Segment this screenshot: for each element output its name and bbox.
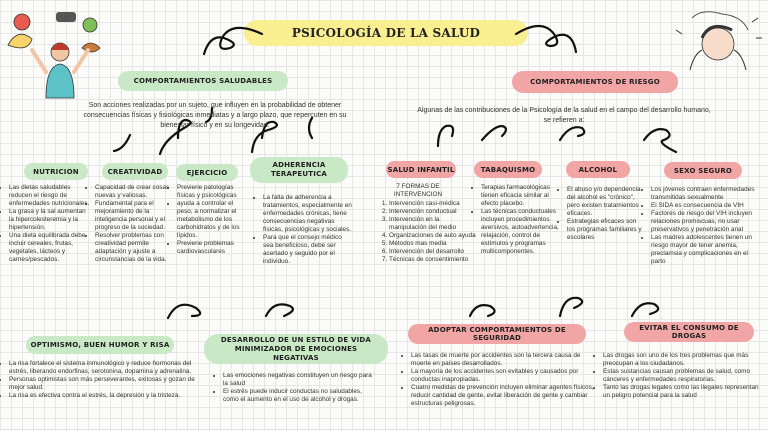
list-adherencia xyxy=(256,194,352,266)
list-sexo-seguro xyxy=(644,186,764,266)
list-item: • Tanto las drogas legales como las ilegales representan un peligro potencial para la salud xyxy=(603,384,764,400)
page-title: PSICOLOGÍA DE LA SALUD xyxy=(244,20,528,46)
list-tabaquismo xyxy=(474,184,560,256)
label-drogas: EVITAR EL CONSUMO DE DROGAS xyxy=(624,322,754,342)
list-item: • La grasa y la sal aumentan la hipercolesteremia y la hipertensión. xyxy=(9,208,92,232)
list-item: • La mayoría de los accidentes son evitables y causados por conductas inapropiadas. xyxy=(411,368,594,384)
list-salud-infantil xyxy=(380,183,476,264)
list-item: 7. Técnicas de consentimiento xyxy=(389,256,476,264)
list-item: 5. Métodos mas media xyxy=(389,240,476,248)
heading-comportamientos-de-riesgo: COMPORTAMIENTOS DE RIESGO xyxy=(512,71,678,93)
list-item: • Fundamental para el mejoramiento de la inteligencia personal y el progreso de la sociedad. xyxy=(95,200,170,232)
list-item: • El abuso y/o dependencia del alcohol es "crónico", pero existen tratamientos eficaces. xyxy=(567,186,644,218)
list-item: • El SIDA es consecuencia de VIH xyxy=(651,202,764,210)
list-item: • Los jóvenes contraen enfermedades transmitidas sexualmente xyxy=(651,186,764,202)
list-item: • Las dietas saludables reducen el riesgo de enfermedades nutricionales. xyxy=(9,184,92,208)
list-estilo-de-vida xyxy=(216,372,376,404)
list-item: • Una dieta equilibrada debe incluir cereales, frutas, vegetales, lácteos y carnes/pescados. xyxy=(9,232,92,264)
list-item: • Para que el consejo médico sea beneficioso, debe ser acertado y seguido por el individuo. xyxy=(263,234,352,266)
label-creatividad: CREATIVIDAD xyxy=(102,163,168,180)
label-adherencia: ADHERENCIA TERAPEUTICA xyxy=(250,157,348,183)
list-item: • ayuda a controlar el peso, a normalizar el metabolismo de los carbohidratos y de los lípidos. xyxy=(177,200,250,240)
list-seguridad xyxy=(404,352,594,408)
list-item: • Las tasas de muerte por accidentes son la tercera causa de muerte en países desarrollados. xyxy=(411,352,594,368)
label-tabaquismo: TABAQUISMO xyxy=(474,161,542,178)
list-item: 6. Intervención del desarrollo xyxy=(389,248,476,256)
label-optimismo: OPTIMISMO, BUEN HUMOR Y RISA xyxy=(26,336,174,354)
list-creatividad xyxy=(88,184,170,264)
list-item: • Terapias farmacológicas tienen eficacia similar al efecto placebo. xyxy=(481,184,560,208)
label-ejercicio: EJERCICIO xyxy=(176,164,238,181)
label-seguridad: ADOPTAR COMPORTAMIENTOS DE SEGURIDAD xyxy=(408,324,586,344)
heading-comportamientos-saludables: COMPORTAMIENTOS SALUDABLES xyxy=(118,71,288,91)
list-item: • Resolver problemas con creatividad permite adaptación y ajuste a circunstancias de la vida. xyxy=(95,232,170,264)
list-ejercicio xyxy=(170,184,250,256)
label-estilo-de-vida: DESARROLLO DE UN ESTILO DE VIDA MINIMIZADOR DE EMOCIONES NEGATIVAS xyxy=(204,334,388,364)
label-salud-infantil: SALUD INFANTIL xyxy=(386,161,456,178)
list-alcohol xyxy=(560,186,644,242)
list-item: 4. Organizaciones de auto ayuda xyxy=(389,232,476,240)
list-item: • Estas sustancias causan problemas de salud, como cánceres y enfermedades respiratorias. xyxy=(603,368,764,384)
intro-saludables: Son acciones realizadas por un sujeto, que influyen en la probabilidad de obtener consecuencias físicas y fisiológicas inmediatas y a largo plazo, que repercuten en su bienestar físico y en su longevidad. xyxy=(83,102,347,129)
list-item: • Estrategias eficaces son los programas familiares y escolares xyxy=(567,218,644,242)
list-item: • Las drogas son uno de los tres problemas que más preocupan a los ciudadanos. xyxy=(603,352,764,368)
salud-infantil-subtitle: 7 FORMAS DE INTERVENCION xyxy=(393,183,443,198)
list-item: • Las madres adolescentes tienen un riesgo mayor de tener anemia, preclamsia y complicaciones en el parto xyxy=(651,234,764,266)
list-item: 3. Intervención en la manipulación del medio xyxy=(389,216,476,232)
list-nutricion xyxy=(2,184,92,264)
list-item: 2. Intervención conductual xyxy=(389,208,476,216)
intro-riesgo: Algunas de las contribuciones de la Psicología de la salud en el campo del desarrollo humano, se refieren a: xyxy=(417,107,711,124)
list-item: • Factores de riesgo del VIH incluyen relaciones promiscuas, no usar preservativos y penetración anal xyxy=(651,210,764,234)
list-drogas xyxy=(596,352,764,400)
list-item: • La risa es efectiva contra el estrés, la depresión y la tristeza. xyxy=(9,392,212,400)
label-sexo-seguro: SEXO SEGURO xyxy=(664,162,742,179)
label-nutricion: NUTRICION xyxy=(24,163,88,180)
list-item: 1. Intervención casi-médica xyxy=(389,200,476,208)
list-item: • Cuatro medidas de prevención incluyen eliminar agentes físicos, reducir cantidad de gente, evitar liberación de gente y cambiar estructuras peligrosas. xyxy=(411,384,594,408)
list-item: • Previene patologías físicas y psicológicas xyxy=(177,184,250,200)
list-item: • El estrés puede inducir conductas no saludables, como el aumento en el uso de alcohol y drogas. xyxy=(223,388,376,404)
list-optimismo xyxy=(2,360,212,400)
list-item: • Las técnicas conductuales incluyen procedimientos aversivos, autoadvertencia, relajación, control de estímulos y programas multicomponentes. xyxy=(481,208,560,256)
list-item: • La falta de adherencia a tratamientos, especialmente en enfermedades crónicas, tiene consecuencias negativas físicas, psicológicas y sociales. xyxy=(263,194,352,234)
list-item: • Previene problemas cardiovasculares xyxy=(177,240,250,256)
list-item: • Capacidad de crear cosas nuevas y valiosas. xyxy=(95,184,170,200)
list-item: • Las emociones negativas constituyen un riesgo para la salud xyxy=(223,372,376,388)
label-alcohol: ALCOHOL xyxy=(566,161,630,178)
list-item: • Personas optimistas son más perseverantes, exitosas y gozan de mejor salud. xyxy=(9,376,212,392)
list-item: • La risa fortalece el sistema inmunológico y reduce hormonas del estrés, liberando endorfinas, serotonina, dopamina y adrenalina. xyxy=(9,360,212,376)
